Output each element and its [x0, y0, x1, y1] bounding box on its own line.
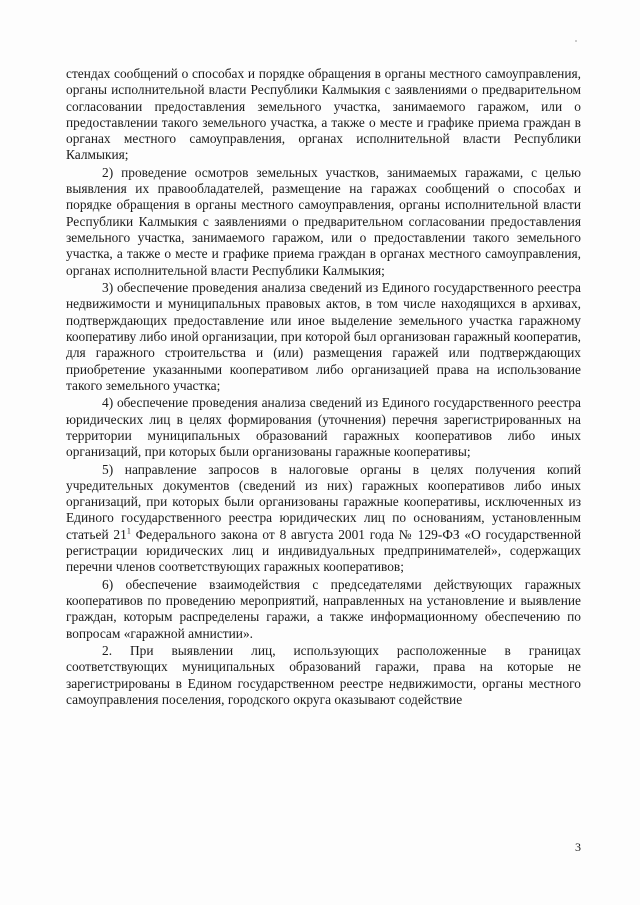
paragraph-item-5	[66, 462, 581, 576]
article-superscript: 1	[126, 526, 131, 536]
paragraph-item-2: 2) проведение осмотров земельных участков, занимаемых гаражами, с целью выявления их правообладателей, размещение на гаражах сообщений о способах и порядке обращения в органы местного самоуправления, органы исполнительной власти Республики Калмыкия с заявлениями о предварительном согласовании предоставления земельного участка, занимаемого гаражом, или о предоставлении такого земельного участка, а также о месте и графике приема граждан в органах местного самоуправления, органах исполнительной власти Республики Калмыкия;	[66, 164, 581, 278]
paragraph-continuation: стендах сообщений о способах и порядке обращения в органы местного самоуправления, органы исполнительной власти Республики Калмыкия с заявлениями о предварительном согласовании предоставления земельного участка, занимаемого гаражом, или о предоставлении такого земельного участка, а также о месте и графике приема граждан в органах местного самоуправления, органах исполнительной власти Республики Калмыкия;	[66, 66, 581, 163]
document-body	[66, 66, 581, 709]
paragraph-item-5-text-before: 5) направление запросов в налоговые органы в целях получения копий учредительных документов (сведений из них) гаражных кооперативов либо иных организаций, при которых были организованы гаражные кооперативы, исключенных из Единого государственного реестра юридических лиц по основаниям, установленным статьей 21	[66, 461, 581, 542]
scan-speck	[575, 40, 577, 42]
paragraph-section-2: 2. При выявлении лиц, использующих расположенные в границах соответствующих муниципальных образований гаражи, права на которые не зарегистрированы в Едином государственном реестре недвижимости, органы местного самоуправления поселения, городского округа оказывают содействие	[66, 642, 581, 707]
paragraph-item-5-text-after: Федерального закона от 8 августа 2001 года № 129-ФЗ «О государственной регистрации юридических лиц и индивидуальных предпринимателей», содержащих перечни членов соответствующих гаражных кооперативов;	[66, 526, 581, 575]
paragraph-item-4: 4) обеспечение проведения анализа сведений из Единого государственного реестра юридических лиц в целях формирования (уточнения) перечня зарегистрированных на территории муниципальных образований гаражных кооперативов либо иных организаций, при которых были организованы гаражные кооперативы;	[66, 395, 581, 460]
paragraph-item-6: 6) обеспечение взаимодействия с председателями действующих гаражных кооперативов по проведению мероприятий, направленных на установление и выявление граждан, которым распределены гаражи, а также информационному обеспечению по вопросам «гаражной амнистии».	[66, 576, 581, 641]
paragraph-item-3: 3) обеспечение проведения анализа сведений из Единого государственного реестра недвижимости и муниципальных правовых актов, в том числе находящихся в архивах, подтверждающих предоставление или иное выделение земельного участка гаражному кооперативу либо иной организации, при которой был организован гаражный кооператив, для гаражного строительства и (или) размещения гаражей или подтверждающих приобретение указанными кооперативом либо организацией права на использование такого земельного участка;	[66, 280, 581, 393]
page-number: 3	[575, 840, 581, 854]
